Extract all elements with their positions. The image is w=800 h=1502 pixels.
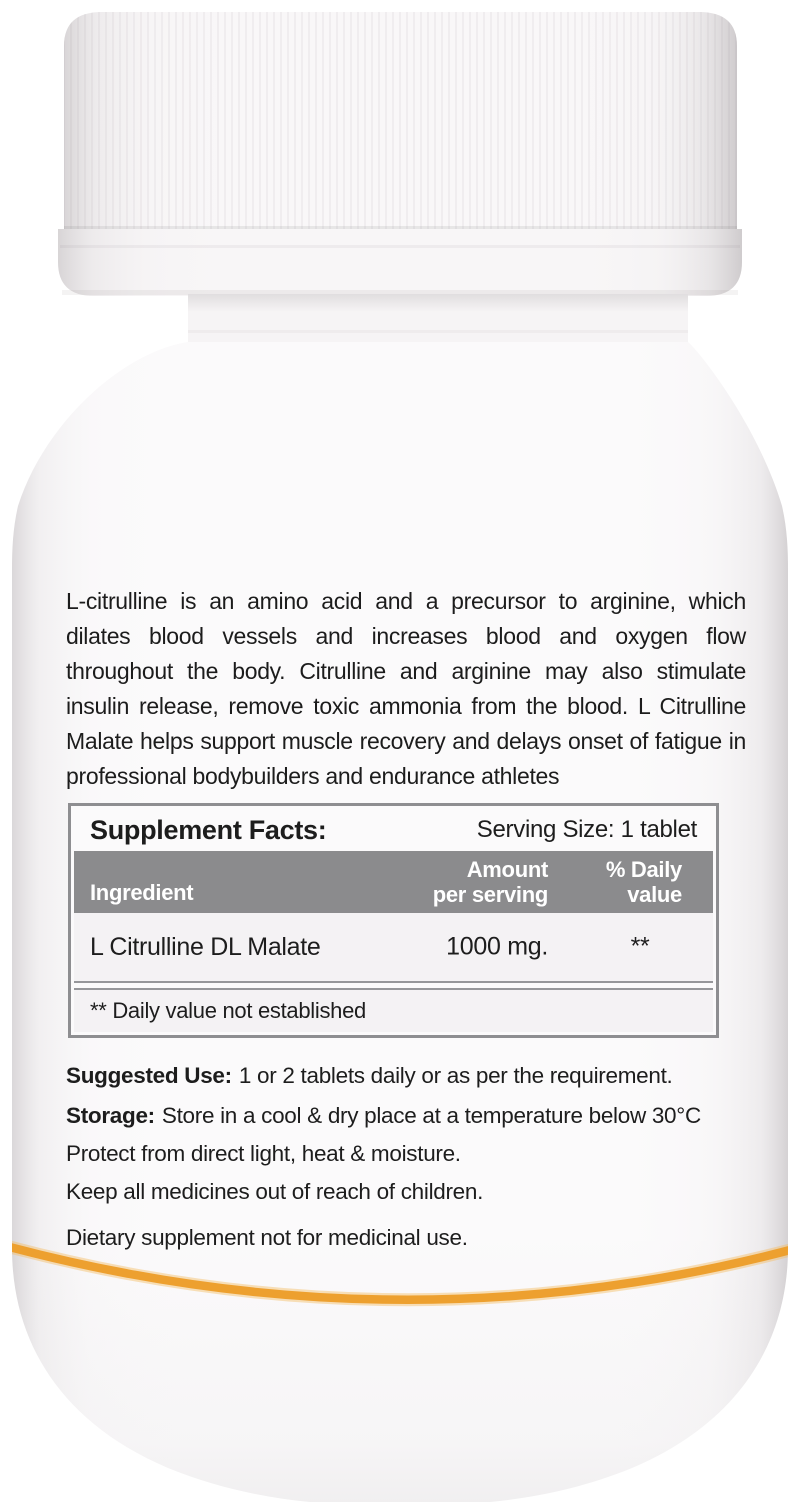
supplement-facts-title: Supplement Facts: — [90, 814, 327, 845]
storage-line — [66, 1098, 790, 1134]
supplement-facts-header — [74, 809, 713, 851]
storage-label: Storage: — [66, 1103, 155, 1128]
suggested-use-text: 1 or 2 tablets daily or as per the requirement. — [238, 1063, 673, 1088]
table-separator — [74, 981, 713, 990]
suggested-use-line — [66, 1058, 790, 1094]
column-header-amount: Amount per serving — [432, 857, 548, 907]
table-column-header-row — [74, 851, 713, 913]
storage-text: Store in a cool & dry place at a temperature below 30°C — [161, 1103, 701, 1128]
table-row — [74, 913, 713, 981]
column-header-ingredient: Ingredient — [90, 880, 194, 905]
disclaimer-line: Dietary supplement not for medicinal use. — [66, 1225, 468, 1250]
storage-protect-line: Protect from direct light, heat & moisture. — [66, 1141, 461, 1166]
product-description: L-citrulline is an amino acid and a precursor to arginine, which dilates blood vessels and increases blood and oxygen flow throughout the body. Citrulline and arginine may also stimulate insulin release, remove toxic ammonia from the blood. L Citrulline Malate helps support muscle recovery and delays onset of fatigue in professional bodybuilders and endurance athletes — [66, 588, 746, 789]
ingredient-amount: 1000 mg. — [446, 932, 548, 961]
usage-instructions — [66, 1058, 790, 1256]
table-footnote: ** Daily value not established — [74, 990, 713, 1032]
serving-size: Serving Size: 1 tablet — [476, 816, 697, 843]
column-header-daily-value: % Daily value — [605, 857, 682, 907]
supplement-facts-table — [68, 803, 719, 1038]
suggested-use-label: Suggested Use: — [66, 1063, 232, 1088]
storage-children-line: Keep all medicines out of reach of children. — [66, 1179, 484, 1204]
ingredient-name: L Citrulline DL Malate — [90, 932, 321, 961]
ingredient-daily-value: ** — [630, 932, 650, 961]
